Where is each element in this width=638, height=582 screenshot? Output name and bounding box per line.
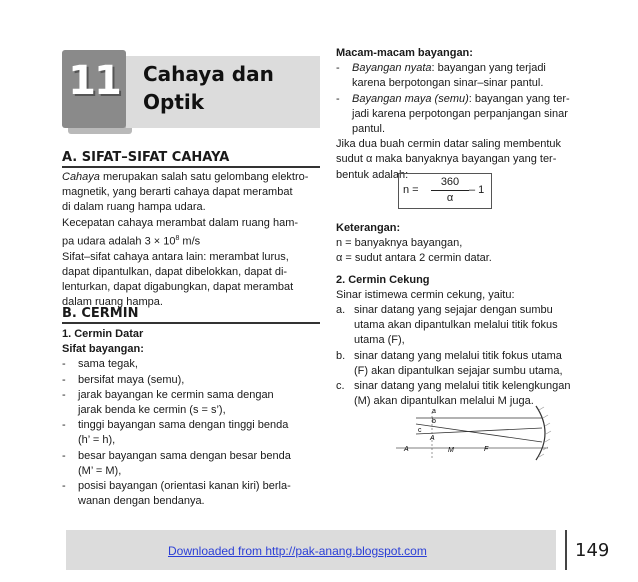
sifat-list-item: - posisi bayangan (orientasi kanan kiri) berla- wanan dengan bendanya. (62, 480, 291, 508)
chapter-title: Cahaya dan Optik (143, 62, 274, 114)
section-a-body: Cahaya merupakan salah satu gelombang elektro- magnetik, yang berarti cahaya dapat merambat di dalam ruang hampa udara. Kecepatan cahaya merambat dalam ruang ham- pa udara adalah $3 \times 10^8$ m/s Sifat–sifat cahaya antara lain: merambat lurus, dapat dipantulkan, dapat dibelokkan, dapat di- lenturkan, dapat digabungkan, dapat merambat dalam ruang hampa. (62, 171, 309, 309)
section-a-underline (62, 166, 320, 168)
chapter-number: 11 (68, 58, 120, 104)
mirror-curve (536, 406, 545, 460)
sifat-bayangan-list (62, 357, 320, 509)
sifat-list-item: - tinggi bayangan sama dengan tinggi benda (h’ = h), (62, 419, 289, 447)
sifat-list-item: - sama tegak, (62, 358, 138, 371)
sinar-list-item: c. sinar datang yang melalui titik kelengkungan (M) akan dipantulkan melalui M juga. (336, 380, 571, 408)
download-link[interactable]: Downloaded from http://pak-anang.blogspot.com (168, 544, 427, 558)
list-item: - Bayangan nyata: bayangan yang terjadi karena berpotongan sinar–sinar pantul. (336, 62, 546, 90)
label-M: M (448, 447, 454, 454)
sifat-list-item: - jarak bayangan ke cermin sama dengan jarak benda ke cermin (s = s’), (62, 388, 274, 417)
label-A-left: A (404, 446, 409, 453)
right-column-bottom: Keterangan: n = banyaknya bayangan, α = sudut antara 2 cermin datar. 2. Cermin Cekung Sinar istimewa cermin cekung, yaitu: a. sinar datang yang sejajar dengan sumbu utama akan dipantulkan melalui titik fokus utama (F), b. sinar datang yang melalui titik fokus utama (F) akan dipantulkan sejajar sumbu utama, c. sinar datang yang melalui titik kelengkungan (M) akan dipantulkan melalui M juga. (336, 221, 588, 409)
concave-mirror-diagram (396, 404, 556, 462)
sifat-list-item: - bersifat maya (semu), (62, 373, 185, 386)
label-c: c (418, 427, 422, 434)
formula-numerator: 360 (440, 176, 460, 188)
fraction-bar (431, 190, 469, 191)
sinar-istimewa-list (336, 303, 588, 409)
footer-divider (565, 530, 567, 570)
label-b: b (432, 418, 436, 425)
section-b-underline (62, 322, 320, 324)
label-A-top: A (430, 435, 435, 442)
label-a: a (432, 408, 436, 415)
formula-lhs: n = (403, 184, 419, 196)
section-a-heading: A. SIFAT–SIFAT CAHAYA (62, 150, 230, 165)
formula-box (398, 173, 492, 209)
list-item: - Bayangan maya (semu): bayangan yang ter- jadi karena perpotongan perpanjangan sinar pantul. (336, 92, 570, 136)
label-F: F (484, 446, 489, 453)
section-b-body: 1. Cermin Datar Sifat bayangan: - sama tegak, - bersifat maya (semu), - jarak bayangan ke cermin sama dengan jarak benda ke cermin (s = s’), - tinggi bayangan sama dengan tinggi benda (h’ = h), - besar bayangan sama dengan besar benda (M’ = M), - posisi bayangan (orientasi kanan kiri) berla- wanan dengan bendanya. (62, 327, 320, 509)
page-number: 149 (575, 540, 610, 561)
sifat-list-item: - besar bayangan sama dengan besar benda (M’ = M), (62, 449, 291, 477)
right-column-top: Macam-macam bayangan: - Bayangan nyata: bayangan yang terjadi karena berpotongan sinar–sinar pantul. - Bayangan maya (semu): bayangan yang ter- jadi karena perpotongan perpanjangan sinar pantul. Jika dua buah cermin datar saling membentuk sudut α maka banyaknya bayangan yang ter- bentuk adalah: (336, 46, 588, 183)
sinar-list-item: b. sinar datang yang melalui titik fokus utama (F) akan dipantulkan sejajar sumbu utama, (336, 349, 563, 377)
sinar-list-item: a. sinar datang yang sejajar dengan sumbu utama akan dipantulkan melalui titik fokus utama (F), (336, 304, 558, 347)
formula-denominator: α (446, 192, 454, 204)
formula-tail: – 1 (469, 184, 485, 196)
section-b-heading: B. CERMIN (62, 306, 139, 321)
chapter-number-badge (62, 50, 126, 128)
